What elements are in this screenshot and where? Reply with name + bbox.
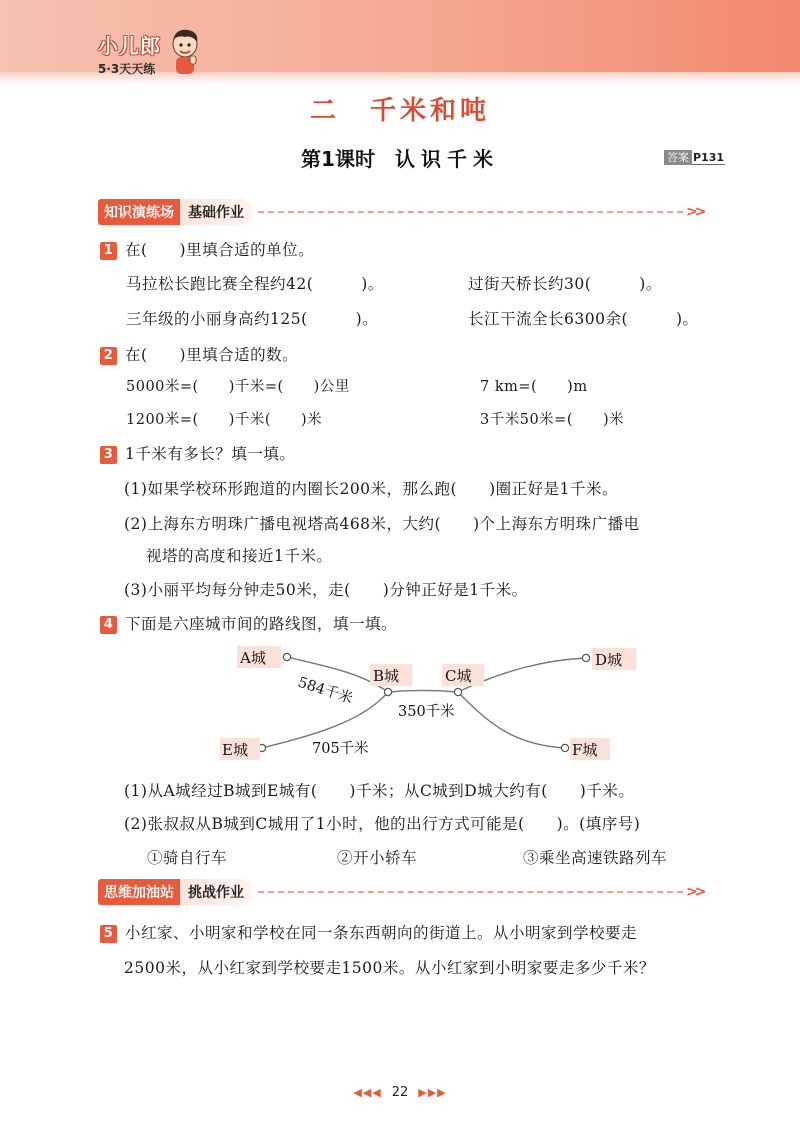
section-divider: [258, 891, 683, 893]
double-chevron-icon: >>: [686, 884, 704, 900]
question-text: 下面是六座城市间的路线图，填一填。: [125, 615, 398, 633]
city-node: [582, 654, 589, 661]
question-number: 2: [100, 347, 117, 365]
city-label-c: C城: [445, 667, 472, 685]
question-text: 1千米有多长？填一填。: [125, 445, 296, 463]
section-tag: 知识演练场: [98, 199, 180, 225]
page-footer: [0, 1085, 800, 1100]
distance-b-c: 350千米: [398, 704, 455, 720]
question-5-line: 2500米，从小红家到学校要走1500米。从小红家到小明家要走多少千米？: [124, 959, 655, 977]
q1-item: 马拉松长跑比赛全程约42( )。: [126, 275, 384, 293]
q3-item: (2)上海东方明珠广播电视塔高468米，大约( )个上海东方明珠广播电: [124, 515, 640, 533]
double-chevron-icon: >>: [686, 204, 704, 220]
right-arrows-icon: ▶▶▶: [418, 1086, 447, 1099]
left-arrows-icon: ◀◀◀: [353, 1086, 382, 1099]
q2-item: 7 km=( )m: [480, 379, 588, 395]
logo-subtitle: 5·3天天练: [98, 62, 156, 76]
q4-option: ①骑自行车: [147, 849, 228, 867]
q4-option: ②开小轿车: [337, 849, 418, 867]
route-b-e: [262, 692, 388, 748]
question-number: 1: [100, 242, 117, 260]
question-number: 5: [100, 925, 117, 943]
distance-b-e: 705千米: [312, 741, 369, 757]
q2-item: 3千米50米=( )米: [480, 412, 625, 428]
city-node: [283, 653, 290, 660]
distance-a-b: 584千米: [295, 674, 355, 708]
section-tag: 思维加油站: [98, 879, 180, 905]
city-label-b: B城: [373, 667, 400, 685]
q3-item: (1)如果学校环形跑道的内圈长200米，那么跑( )圈正好是1千米。: [124, 480, 618, 498]
q3-item: 视塔的高度和接近1千米。: [146, 547, 333, 565]
city-label-d: D城: [595, 651, 623, 669]
q1-item: 过街天桥长约30( )。: [468, 275, 662, 293]
q4-item: (2)张叔叔从B城到C城用了1小时，他的出行方式可能是( )。(填序号): [124, 815, 641, 833]
city-node: [561, 744, 568, 751]
lesson-label: 第1课时: [301, 147, 375, 171]
section-subtitle: 基础作业: [180, 199, 252, 225]
answer-label: 答案: [664, 150, 692, 165]
route-b-c: [388, 691, 458, 693]
question-number: 3: [100, 446, 117, 464]
question-number: 4: [100, 616, 117, 634]
city-node: [384, 688, 391, 695]
city-label-a: A城: [240, 649, 266, 667]
logo-title: 小儿郎: [98, 34, 161, 58]
q4-item: (1)从A城经过B城到E城有( )千米；从C城到D城大约有( )千米。: [124, 782, 635, 800]
lesson-name: 认识千米: [394, 147, 499, 171]
q2-item: 5000米=( )千米=( )公里: [126, 379, 350, 395]
unit-title: 二 千米和吨: [309, 96, 490, 126]
question-text: 在( )里填合适的数。: [125, 346, 299, 364]
q4-option: ③乘坐高速铁路列车: [523, 849, 668, 867]
city-node: [454, 688, 461, 695]
answer-page: P131: [693, 151, 725, 164]
question-5-line: [100, 921, 637, 943]
q2-item: 1200米=( )千米( )米: [126, 412, 323, 428]
city-label-f: F城: [572, 741, 598, 759]
route-c-f: [458, 692, 565, 748]
q3-item: (3)小丽平均每分钟走50米，走( )分钟正好是1千米。: [124, 581, 528, 599]
question-text: 小红家、小明家和学校在同一条东西朝向的街道上。从小明家到学校要走: [125, 924, 638, 942]
q1-item: 长江干流全长6300余( )。: [468, 310, 699, 328]
section-subtitle: 挑战作业: [180, 879, 252, 905]
section-header-challenge: [98, 880, 703, 904]
q1-item: 三年级的小丽身高约125( )。: [126, 310, 379, 328]
question-text: 在( )里填合适的单位。: [125, 241, 315, 259]
city-label-e: E城: [222, 741, 248, 759]
page-number: 22: [391, 1085, 409, 1100]
